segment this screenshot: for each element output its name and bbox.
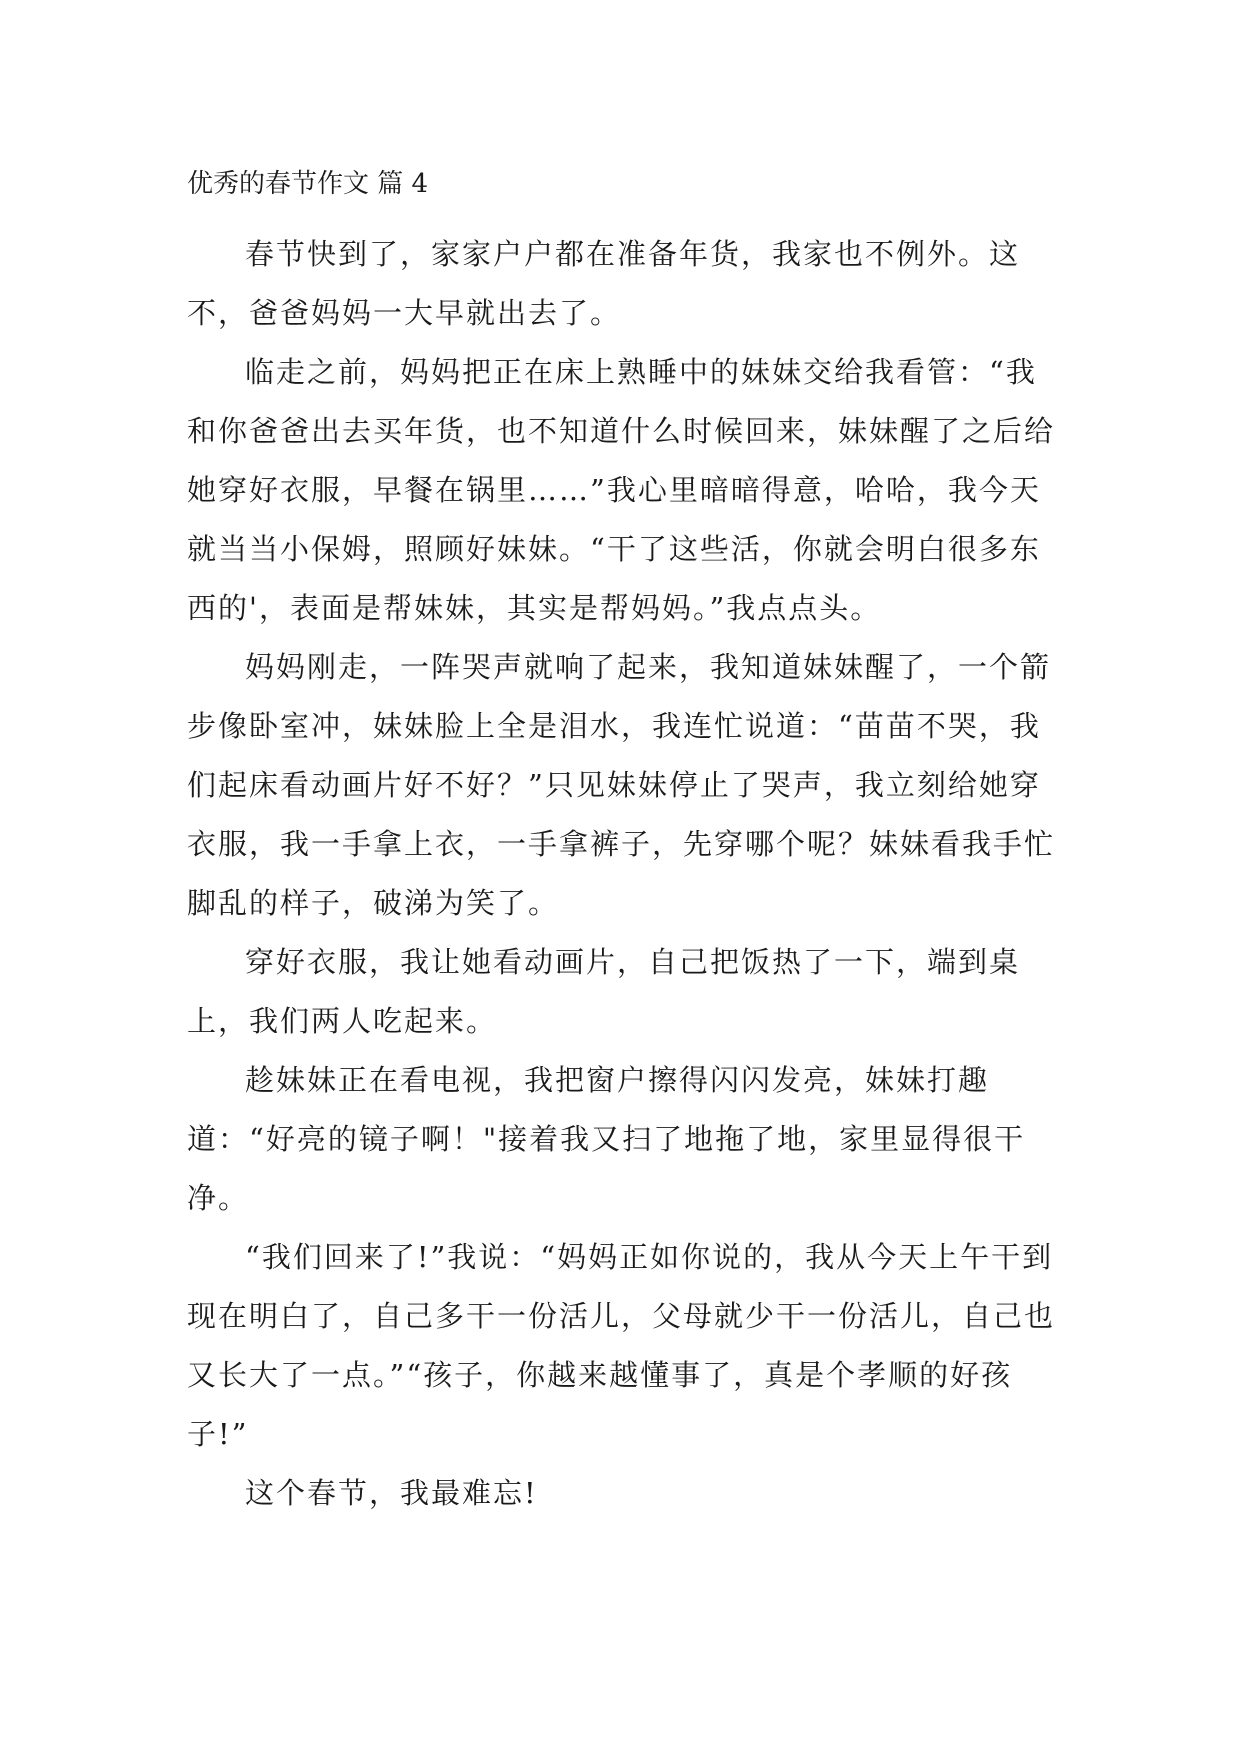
essay-paragraph-2: 临走之前，妈妈把正在床上熟睡中的妹妹交给我看管：“我和你爸爸出去买年货，也不知道什么时候回来，妹妹醒了之后给她穿好衣服，早餐在锅里……”我心里暗暗得意，哈哈，我今天就当当小保姆，照顾好妹妹。“干了这些活，你就会明白很多东西的'，表面是帮妹妹，其实是帮妈妈。”我点点头。 [187, 355, 1056, 625]
essay-title: 优秀的春节作文 篇 4 [187, 169, 429, 199]
essay-body [187, 165, 1067, 1523]
essay-paragraph-4: 穿好衣服，我让她看动画片，自己把饭热了一下，端到桌上，我们两人吃起来。 [187, 945, 1021, 1038]
essay-paragraph-5: 趁妹妹正在看电视，我把窗户擦得闪闪发亮，妹妹打趣道：“好亮的镜子啊！"接着我又扫了地拖了地，家里显得很干净。 [187, 1063, 1026, 1215]
essay-paragraph-3: 妈妈刚走，一阵哭声就响了起来，我知道妹妹醒了，一个箭步像卧室冲，妹妹脸上全是泪水，我连忙说道：“苗苗不哭，我们起床看动画片好不好？”只见妹妹停止了哭声，我立刻给她穿衣服，我一手拿上衣，一手拿裤子，先穿哪个呢？妹妹看我手忙脚乱的样子，破涕为笑了。 [187, 650, 1056, 920]
essay-paragraph-7: 这个春节，我最难忘! [245, 1476, 538, 1510]
essay-paragraph-1: 春节快到了，家家户户都在准备年货，我家也不例外。这不，爸爸妈妈一大早就出去了。 [187, 237, 1021, 330]
essay-paragraph-6: “我们回来了!”我说：“妈妈正如你说的，我从今天上午干到现在明白了，自己多干一份活儿，父母就少干一份活儿，自己也又长大了一点。”“孩子，你越来越懂事了，真是个孝顺的好孩子!” [187, 1240, 1056, 1451]
